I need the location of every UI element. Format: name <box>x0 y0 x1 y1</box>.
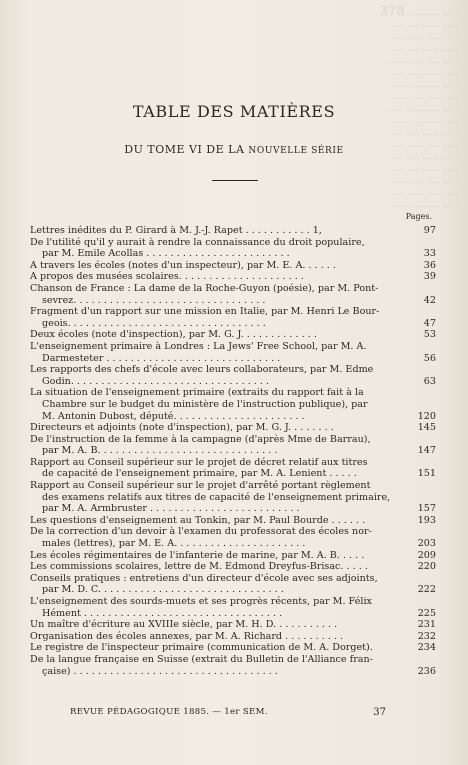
toc-entry <box>30 550 436 562</box>
toc-entry <box>30 237 436 260</box>
page-title: TABLE DES MATIÈRES <box>132 102 336 121</box>
toc-entry-page: 42 <box>423 294 436 306</box>
toc-entry-title: Chanson de France : La dame de la Roche-Guyon (poésie), par M. Pont- <box>30 282 379 294</box>
toc-entry-title: De l'instruction de la femme à la campagne (d'après Mme de Barrau), <box>30 433 371 445</box>
toc-entry-continuation: par M. A. Armbruster . . . . . . . . . . . . . . . . . . . . . . . . . <box>42 503 300 515</box>
toc-entry <box>30 434 436 457</box>
toc-entry <box>30 387 436 422</box>
toc-entry-title: De la correction d'un devoir à l'examen du professorat des écoles nor- <box>30 526 372 538</box>
toc-entry-page: 47 <box>423 317 436 329</box>
toc-entry <box>30 561 436 573</box>
page-footer <box>70 707 386 717</box>
toc-entry-title: Deux écoles (note d'inspection), par M. G. J. . . . . . . . . . . . . <box>30 329 317 341</box>
toc-entry-page: 147 <box>417 445 436 457</box>
toc-entry <box>30 631 436 643</box>
toc-entry-title: Lettres inédites du P. Girard à M. J.-J. Rapet . . . . . . . . . . . 1, <box>30 225 322 236</box>
toc-entry-title: Directeurs et adjoints (note d'inspection), par M. G. J. . . . . . . . <box>30 422 334 434</box>
toc-entry-title: Rapport au Conseil supérieur sur le projet de décret relatif aux titres <box>30 456 368 468</box>
toc-entry-title: Les commissions scolaires, lettre de M. Edmond Dreyfus-Brisac. . . . . <box>30 561 368 573</box>
toc-entry-title: L'enseignement des sourds-muets et ses progrès récents, par M. Félix <box>30 596 372 607</box>
toc-entry-continuation: Godin. . . . . . . . . . . . . . . . . . . . . . . . . . . . . . . . . <box>42 375 270 387</box>
toc-entry <box>30 457 436 480</box>
toc-entry-page: 56 <box>423 352 436 364</box>
toc-entry-page: 53 <box>423 329 436 341</box>
toc-entry-page: 157 <box>417 503 436 515</box>
toc-entry-page: 236 <box>417 665 436 677</box>
toc-entry-continuation: par M. Emile Acollas . . . . . . . . . . . . . . . . . . . . . . . . <box>42 248 290 260</box>
toc-entry <box>30 271 436 283</box>
toc-entry-title: Le registre de l'inspecteur primaire (communication de M. A. Dorget). <box>30 642 373 654</box>
toc-entry-title: Conseils pratiques : entretiens d'un directeur d'école avec ses adjoints, <box>30 572 378 584</box>
toc-entry <box>30 642 436 654</box>
toc-entry-title: Les rapports des chefs d'école avec leurs collaborateurs, par M. Edme <box>30 364 374 376</box>
toc-entry-page: 203 <box>417 538 436 550</box>
toc-entry-page: 222 <box>417 584 436 596</box>
toc-entry-title: La situation de l'enseignement primaire (extraits du rapport fait à la <box>30 387 364 399</box>
toc-entry-continuation: Chambre sur le budget du ministère de l'instruction publique), par <box>42 398 368 410</box>
toc-entry-title: Rapport au Conseil supérieur sur le projet d'arrêté portant règlement <box>30 480 371 492</box>
subtitle-main: DU TOME VI DE LA <box>124 143 249 156</box>
toc-entry-page: 33 <box>423 248 436 260</box>
toc-entry-continuation: males (lettres), par M. E. A. . . . . . . . . . . . . . . . . . . . . . <box>42 538 306 550</box>
toc-entry-continuation: par M. A. B. . . . . . . . . . . . . . . . . . . . . . . . . . . . . . <box>42 445 278 457</box>
toc-entry-page: 220 <box>417 561 436 573</box>
toc-entry-page: 39 <box>423 271 436 283</box>
page-subtitle <box>0 143 468 156</box>
toc-entry-page: 63 <box>423 375 436 387</box>
toc-entry-continuation: par M. D. C. . . . . . . . . . . . . . . . . . . . . . . . . . . . . . . <box>42 584 284 596</box>
toc-entry-continuation: Hément . . . . . . . . . . . . . . . . . . . . . . . . . . . . . . . . . <box>42 607 283 619</box>
toc-entry <box>30 283 436 306</box>
toc-entry <box>30 260 436 272</box>
toc-entry-page: 120 <box>417 410 436 422</box>
bleed-through-text: 378 ..... ...... ...... ...... ..... ....... ...... ..... ....... ...... ..... ...... ..... ...... ....... ....... ...... ..... ...... ..... ...... ....... ..... ...... ..... ...... ...... ....... ...... ...... ..... ..... ....... ...... ...... ...... ..... ....... ..... ..... ...... ...... ....... ...... ....... ..... ...... ..... ...... ...... ....... ...... ..... ....... ...... ....... ...... ..... ...... ..... ....... ...... ..... ...... ..... ...... ...... <box>379 4 458 209</box>
footer-page-number: 37 <box>373 707 386 718</box>
toc-entry <box>30 225 436 237</box>
toc-entry <box>30 573 436 596</box>
toc-entry <box>30 306 436 329</box>
toc-entry-page: 234 <box>417 642 436 654</box>
toc-entry <box>30 526 436 549</box>
toc-entry <box>30 654 436 677</box>
toc-entry-title: A travers les écoles (notes d'un inspecteur), par M. E. A. . . . . . <box>30 259 336 271</box>
toc-entry-title: Les questions d'enseignement au Tonkin, par M. Paul Bourde . . . . . . <box>30 514 366 526</box>
footer-journal: REVUE PÉDAGOGIQUE 1885. — 1er SEM. <box>70 707 268 717</box>
toc-entry-title: Organisation des écoles annexes, par M. A. Richard . . . . . . . . . . <box>30 630 344 642</box>
toc-entry-title: De l'utilité qu'il y aurait à rendre la connaissance du droit populaire, <box>30 236 365 248</box>
toc-entry-continuation: de capacité de l'enseignement primaire, par M. A. Lenient . . . . . <box>42 468 357 480</box>
toc-entry-continuation: Darmesteter . . . . . . . . . . . . . . . . . . . . . . . . . . . . . <box>42 352 281 364</box>
toc-entry-title: L'enseignement primaire à Londres : La Jews' Free School, par M. A. <box>30 340 367 352</box>
toc-entry-continuation: çaise) . . . . . . . . . . . . . . . . . . . . . . . . . . . . . . . . . . <box>42 665 278 677</box>
toc-entry <box>30 480 436 515</box>
toc-entry <box>30 619 436 631</box>
toc-entry-continuation: sevrez. . . . . . . . . . . . . . . . . . . . . . . . . . . . . . . . <box>42 294 266 306</box>
toc-entry <box>30 341 436 364</box>
table-of-contents <box>30 225 436 677</box>
toc-entry-page: 145 <box>417 422 436 434</box>
toc-entry <box>30 364 436 387</box>
toc-entry-page: 232 <box>417 630 436 642</box>
toc-entry-page: 209 <box>417 549 436 561</box>
toc-entry-continuation: geois. . . . . . . . . . . . . . . . . . . . . . . . . . . . . . . . . <box>42 317 266 329</box>
toc-entry-title: Les écoles régimentaires de l'infanterie de marine, par M. A. B. . . . . <box>30 549 365 561</box>
toc-entry <box>30 422 436 434</box>
toc-entry-page: 225 <box>417 607 436 619</box>
pages-column-header: Pages. <box>405 212 432 221</box>
toc-entry-title: A propos des musées scolaires. . . . . . . . . . . . . . . . . . . . . <box>30 271 304 283</box>
toc-entry-title: Fragment d'un rapport sur une mission en Italie, par M. Henri Le Bour- <box>30 306 380 318</box>
toc-entry-page: 151 <box>417 468 436 480</box>
toc-entry <box>30 596 436 619</box>
toc-entry-page: 97 <box>423 225 436 236</box>
toc-entry-page: 231 <box>417 619 436 631</box>
toc-entry-page: 36 <box>423 259 436 271</box>
toc-entry <box>30 515 436 527</box>
toc-entry-title: Un maître d'écriture au XVIIIe siècle, par M. H. D. . . . . . . . . . . <box>30 619 338 631</box>
toc-entry-page: 193 <box>417 514 436 526</box>
toc-entry-title: De la langue française en Suisse (extrait du Bulletin de l'Alliance fran- <box>30 653 373 665</box>
toc-entry-continuation: des examens relatifs aux titres de capacité de l'enseignement primaire, <box>42 491 391 503</box>
toc-entry-continuation: M. Antonin Dubost, député. . . . . . . . . . . . . . . . . . . . . . <box>42 410 305 422</box>
subtitle-smallcaps: NOUVELLE SÉRIE <box>248 146 344 156</box>
toc-entry <box>30 329 436 341</box>
title-rule <box>212 180 258 181</box>
